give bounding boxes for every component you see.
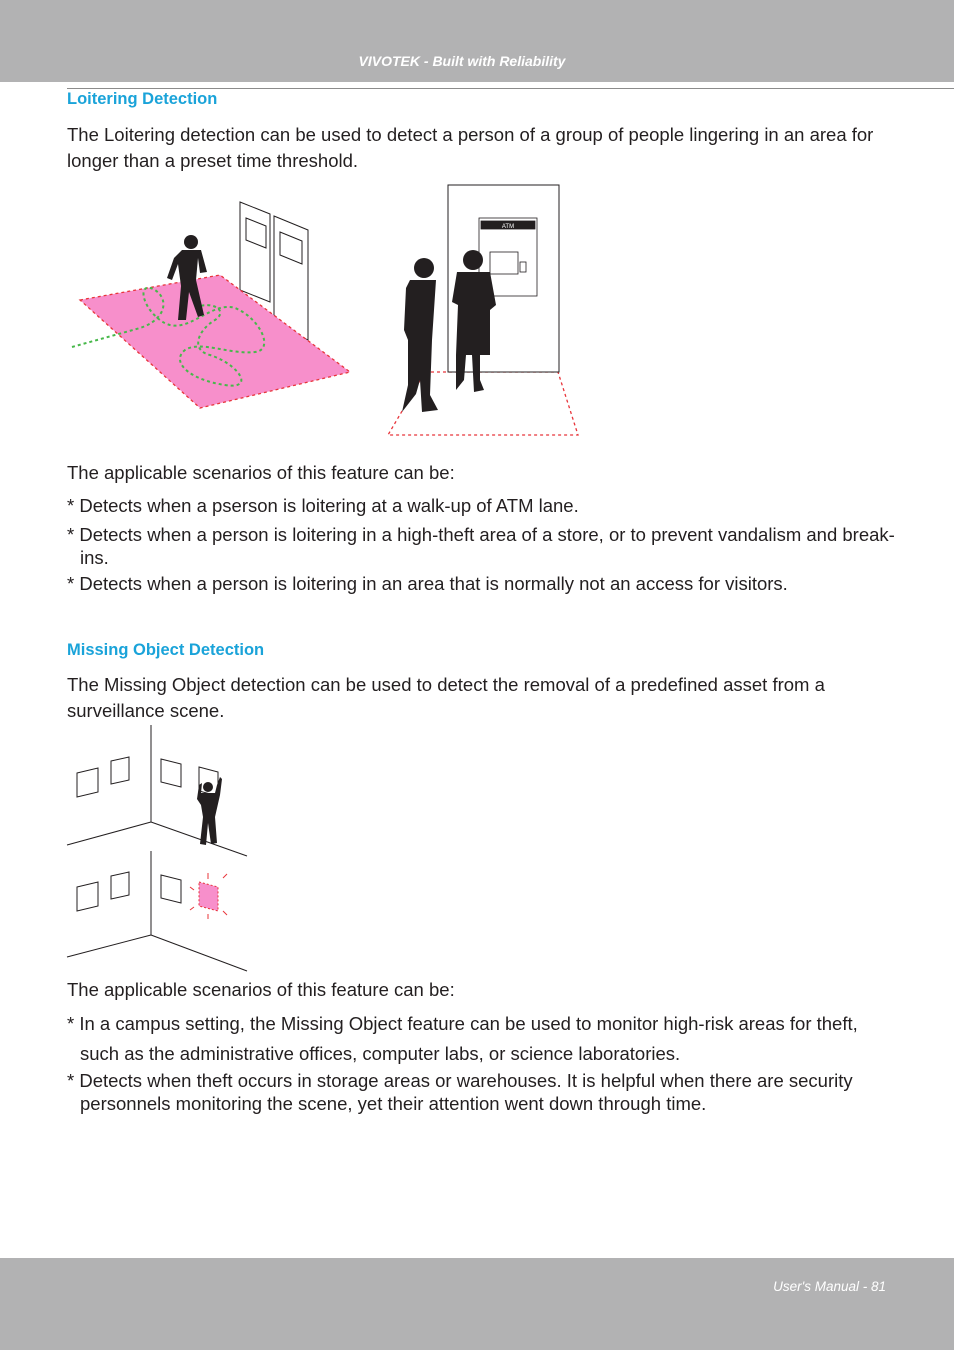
loitering-bullet-1: * Detects when a pserson is loitering at a walk-up of ATM lane. [67,495,579,516]
page-header [0,0,954,82]
missing-object-illustration [65,725,255,975]
atm-label: ATM [501,224,515,230]
thief-silhouette [197,777,222,845]
loitering-heading: Loitering Detection [67,90,218,108]
header-divider [67,88,954,89]
missing-bullet-1: * In a campus setting, the Missing Object feature can be used to monitor high-risk areas for theft, such as the administrative offices, computer labs, or science laboratories. [67,1013,858,1064]
loitering-scenarios-title: The applicable scenarios of this feature can be: [67,462,455,483]
atm-person-left [402,258,438,412]
missing-intro: The Missing Object detection can be used to detect the removal of a predefined asset from a surveillance scene. [67,674,825,721]
room-after [67,851,247,971]
missing-heading: Missing Object Detection [67,641,265,659]
missing-object-alert [190,873,227,919]
loitering-intro: The Loitering detection can be used to detect a person of a group of people lingering in an area for longer than a preset time threshold. [67,124,874,171]
page-number: User's Manual - 81 [773,1279,886,1294]
header-title: VIVOTEK - Built with Reliability [358,53,566,69]
page-footer [0,1258,954,1350]
missing-bullet-2: * Detects when theft occurs in storage areas or warehouses. It is helpful when there are security personnels monitoring the scene, yet their attention went down through time. [67,1070,853,1114]
loitering-bullet-3: * Detects when a person is loitering in an area that is normally not an access for visitors. [67,573,788,594]
loitering-zone [80,275,350,408]
missing-scenarios-title: The applicable scenarios of this feature can be: [67,979,455,1000]
loitering-bullet-2: * Detects when a person is loitering in a high-theft area of a store, or to prevent vandalism and break-ins. [67,524,895,568]
loitering-illustration [60,180,590,440]
